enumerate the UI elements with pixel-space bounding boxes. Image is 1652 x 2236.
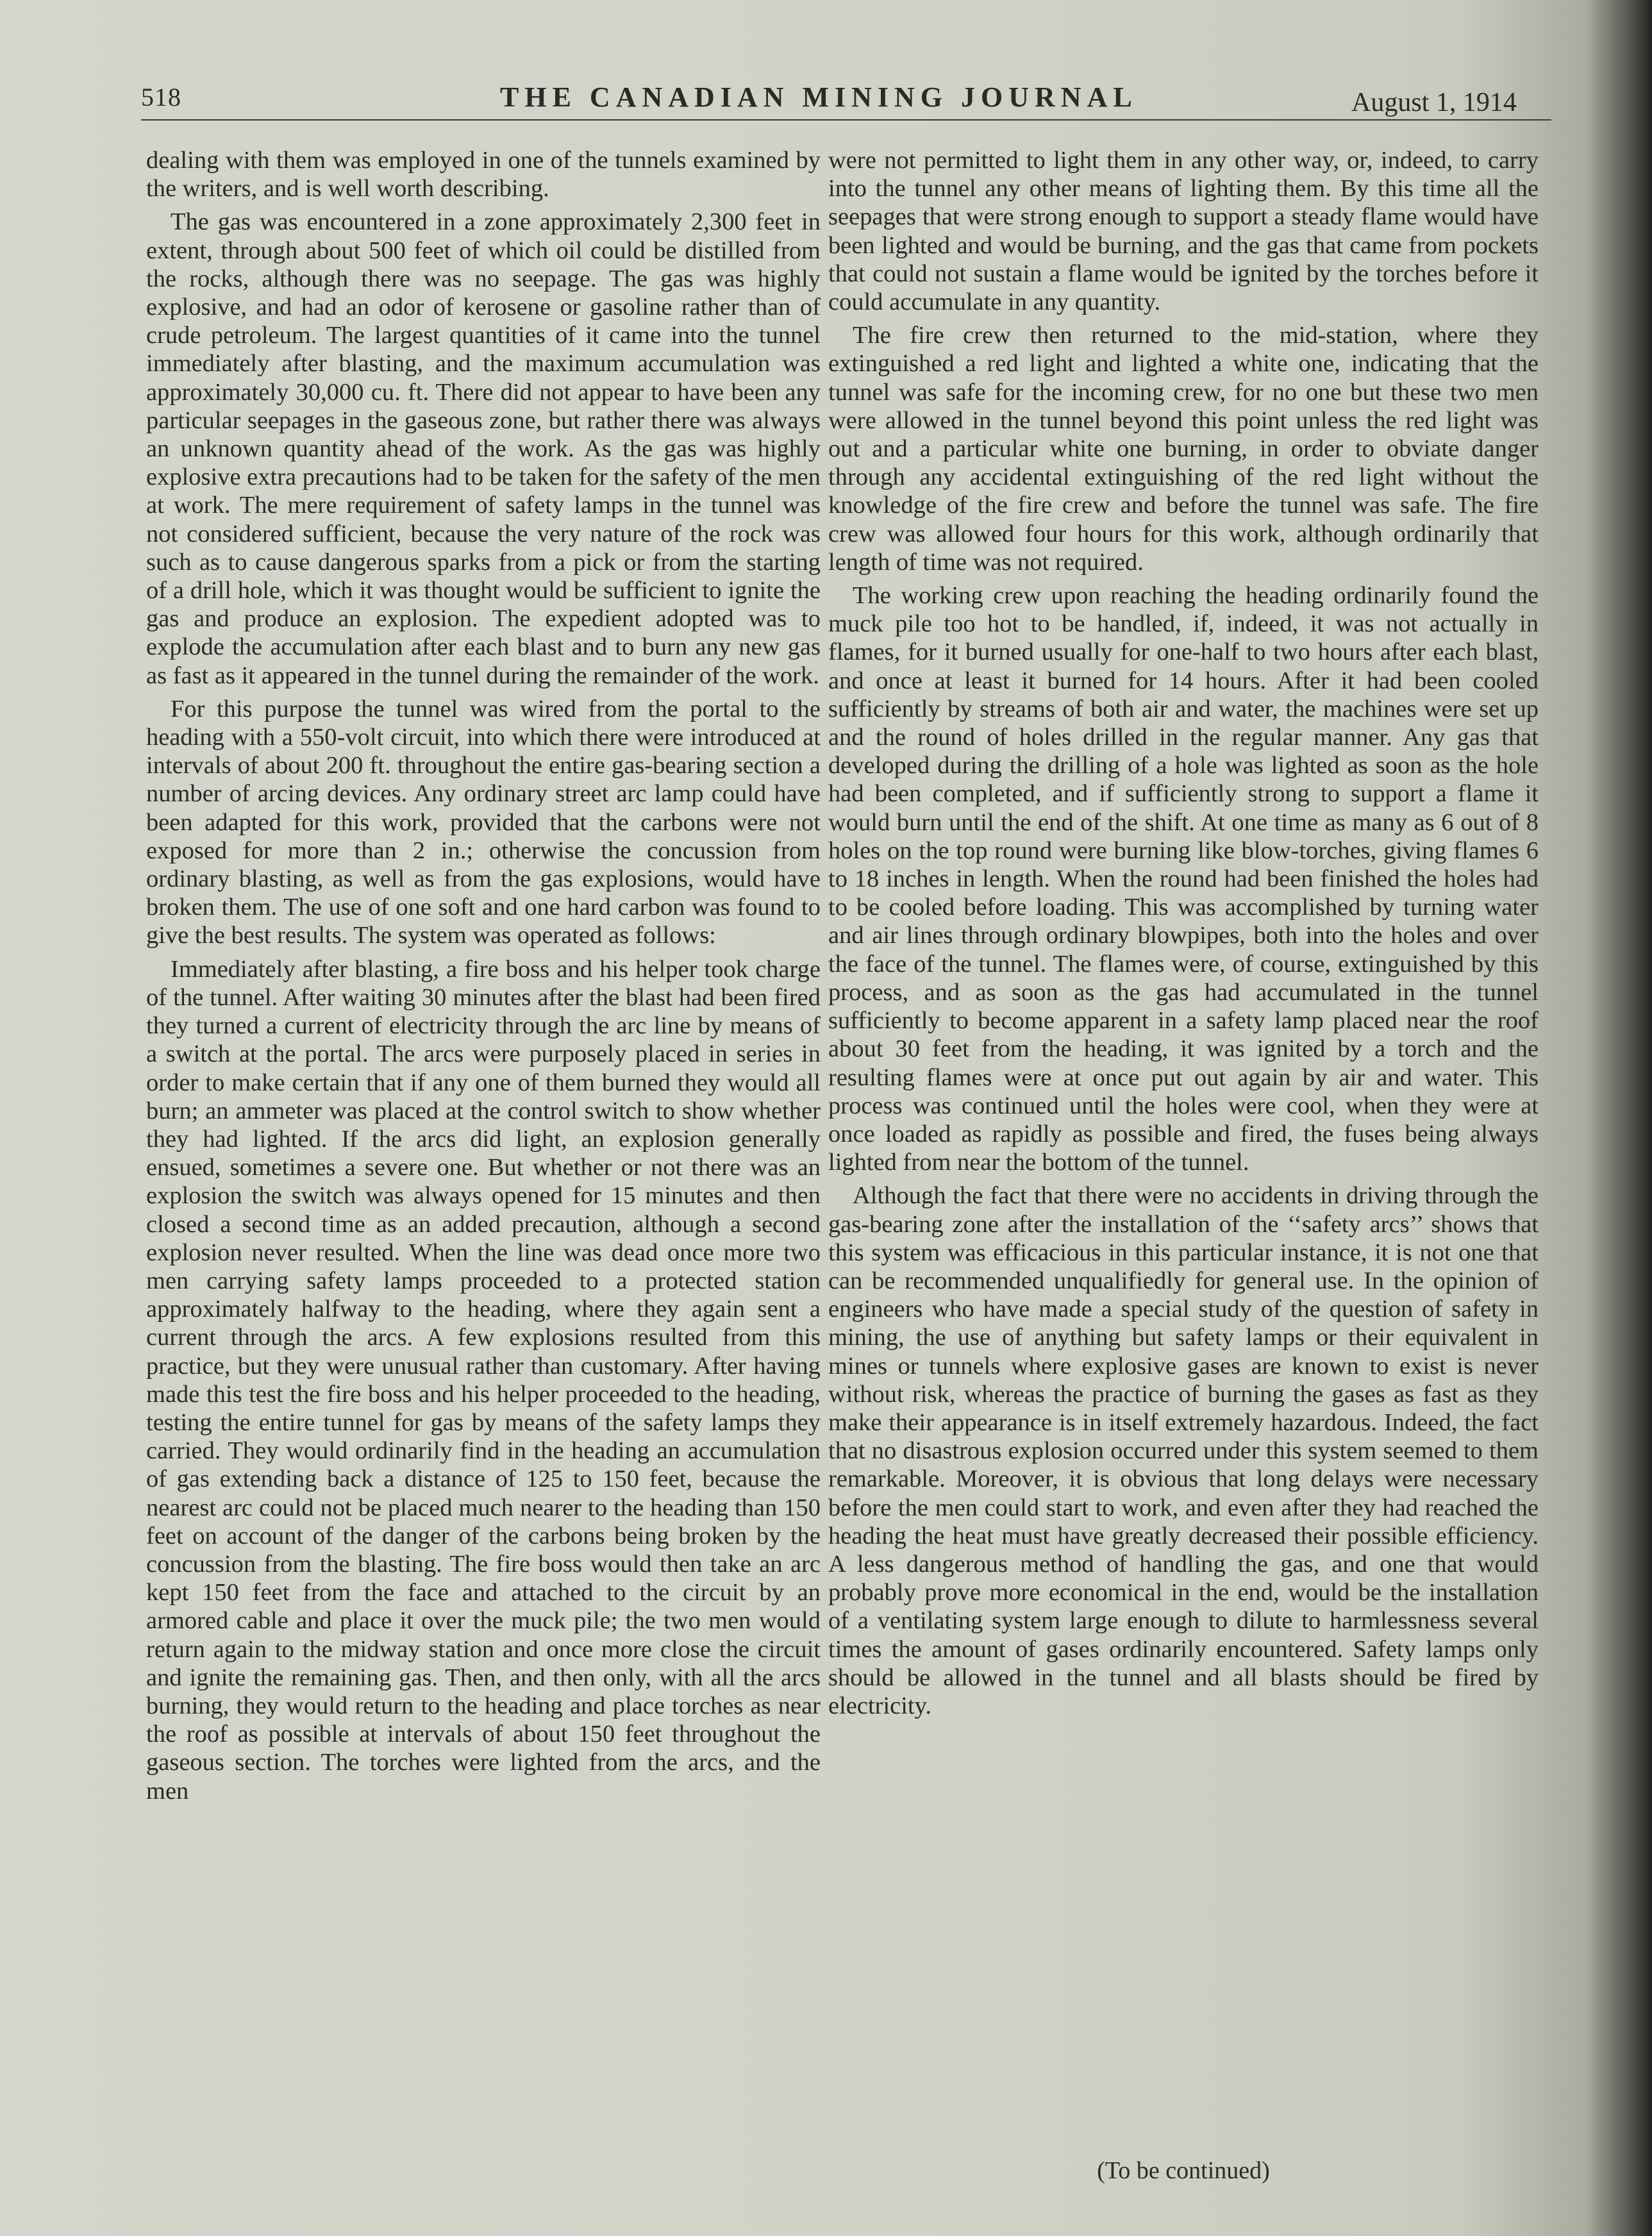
header-divider — [141, 119, 1551, 121]
page-number: 518 — [141, 83, 181, 112]
issue-date: August 1, 1914 — [1351, 88, 1517, 117]
left-column — [146, 146, 821, 1810]
paragraph: were not permitted to light them in any other way, or, indeed, to carry into the tunnel any other means of lighting them. By this time all the seepages that were strong enough to support a steady flame would have been lighted and would be burning, and the gas that came from pockets that could not sustain a flame would be ignited by the torches before it could accumulate in any quantity. — [828, 147, 1539, 316]
right-column — [828, 146, 1539, 1725]
journal-title: THE CANADIAN MINING JOURNAL — [500, 81, 1138, 113]
paragraph: The fire crew then returned to the mid-station, where they extinguished a red light and lighted a white one, indicating that the tunnel was safe for the incoming crew, for no one but these two men were allowed in the tunnel beyond this point unless the red light was out and a particular white one burning, in order to obviate danger through any accidental extinguishing of the red light without the knowledge of the fire crew and before the tunnel was safe. The fire crew was allowed four hours for this work, although ordinarily that length of time was not required. — [828, 322, 1539, 576]
paragraph: The gas was encountered in a zone approximately 2,300 feet in extent, through about 500 feet of which oil could be distilled from the rocks, although there was no seepage. The gas was highly explosive, and had an odor of kerosene or gasoline rather than of crude petroleum. The largest quantities of it came into the tunnel immediately after blasting, and the maximum accumulation was approximately 30,000 cu. ft. There did not appear to have been any particular seepages in the gaseous zone, but rather there was always an unknown quantity ahead of the work. As the gas was highly explosive extra precautions had to be taken for the safety of the men at work. The mere requirement of safety lamps in the tunnel was not considered sufficient, because the very nature of the rock was such as to cause dangerous sparks from a pick or from the starting of a drill hole, which it was thought would be sufficient to ignite the gas and produce an explosion. The expedient adopted was to explode the accumulation after each blast and to burn any new gas as fast as it appeared in the tunnel during the remainder of the work. — [146, 208, 821, 689]
paragraph: Immediately after blasting, a fire boss and his helper took charge of the tunnel. After waiting 30 minutes after the blast had been fired they turned a current of electricity through the arc line by means of a switch at the portal. The arcs were purposely placed in series in order to make certain that if any one of them burned they would all burn; an ammeter was placed at the control switch to show whether they had lighted. If the arcs did light, an explosion generally ensued, sometimes a severe one. But whether or not there was an explosion the switch was always opened for 15 minutes and then closed a second time as an added precaution, although a second explosion never resulted. When the line was dead once more two men carrying safety lamps proceeded to a protected station approximately halfway to the heading, where they again sent a current through the arcs. A few explosions resulted from this practice, but they were unusual rather than customary. After having made this test the fire boss and his helper proceeded to the heading, testing the entire tunnel for gas by means of the safety lamps they carried. They would ordinarily find in the heading an accumulation of gas extending back a distance of 125 to 150 feet, because the nearest arc could not be placed much nearer to the heading than 150 feet on account of the danger of the carbons being broken by the concussion from the blasting. The fire boss would then take an arc kept 150 feet from the face and attached to the circuit by an armored cable and place it over the muck pile; the two men would return again to the midway station and once more close the circuit and ignite the remaining gas. Then, and then only, with all the arcs burning, they would return to the heading and place torches as near the roof as possible at intervals of about 150 feet throughout the gaseous section. The torches were lighted from the arcs, and the men — [146, 955, 821, 1805]
paragraph: For this purpose the tunnel was wired from the portal to the heading with a 550-volt circuit, into which there were introduced at intervals of about 200 ft. throughout the entire gas-bearing section a number of arcing devices. Any ordinary street arc lamp could have been adapted for this work, provided that the carbons were not exposed for more than 2 in.; otherwise the concussion from ordinary blasting, as well as from the gas explosions, would have broken them. The use of one soft and one hard carbon was found to give the best results. The system was operated as follows: — [146, 695, 821, 949]
paragraph: dealing with them was employed in one of the tunnels examined by the writers, and is well worth describing. — [146, 147, 821, 203]
paragraph: The working crew upon reaching the heading ordinarily found the muck pile too hot to be handled, if, indeed, it was not actually in flames, for it burned usually for one-half to two hours after each blast, and once at least it burned for 14 hours. After it had been cooled sufficiently by streams of both air and water, the machines were set up and the round of holes drilled in the regular manner. Any gas that developed during the drilling of a hole was lighted as soon as the hole had been completed, and if sufficiently strong to support a flame it would burn until the end of the shift. At one time as many as 6 out of 8 holes on the top round were burning like blow-torches, giving flames 6 to 18 inches in length. When the round had been finished the holes had to be cooled before loading. This was accomplished by turning water and air lines through ordinary blowpipes, both into the holes and over the face of the tunnel. The flames were, of course, extinguished by this process, and as soon as the gas had accumulated in the tunnel sufficiently to become apparent in a safety lamp placed near the roof about 30 feet from the heading, it was ignited by a torch and the resulting flames were at once put out again by air and water. This process was continued until the holes were cool, when they were at once loaded as rapidly as possible and fired, the fuses being always lighted from near the bottom of the tunnel. — [828, 582, 1539, 1176]
continued-note: (To be continued) — [1097, 2157, 1270, 2184]
page-header — [141, 82, 1551, 121]
paragraph: Although the fact that there were no accidents in driving through the gas-bearing zone after the installation of the ‘‘safety arcs’’ shows that this system was efficacious in this particular instance, it is not one that can be recommended unqualifiedly for general use. In the opinion of engineers who have made a special study of the question of safety in mining, the use of anything but safety lamps or their equivalent in mines or tunnels where explosive gases are known to exist is never without risk, whereas the practice of burning the gases as fast as they make their appearance is in itself extremely hazardous. Indeed, the fact that no disastrous explosion occurred under this system seemed to them remarkable. Moreover, it is obvious that long delays were necessary before the men could start to work, and even after they had reached the heading the heat must have greatly decreased their possible efficiency. A less dangerous method of handling the gas, and one that would probably prove more economical in the end, would be the installation of a ventilating system large enough to dilute to harmlessness several times the amount of gases ordinarily encountered. Safety lamps only should be allowed in the tunnel and all blasts should be fired by electricity. — [828, 1182, 1539, 1719]
